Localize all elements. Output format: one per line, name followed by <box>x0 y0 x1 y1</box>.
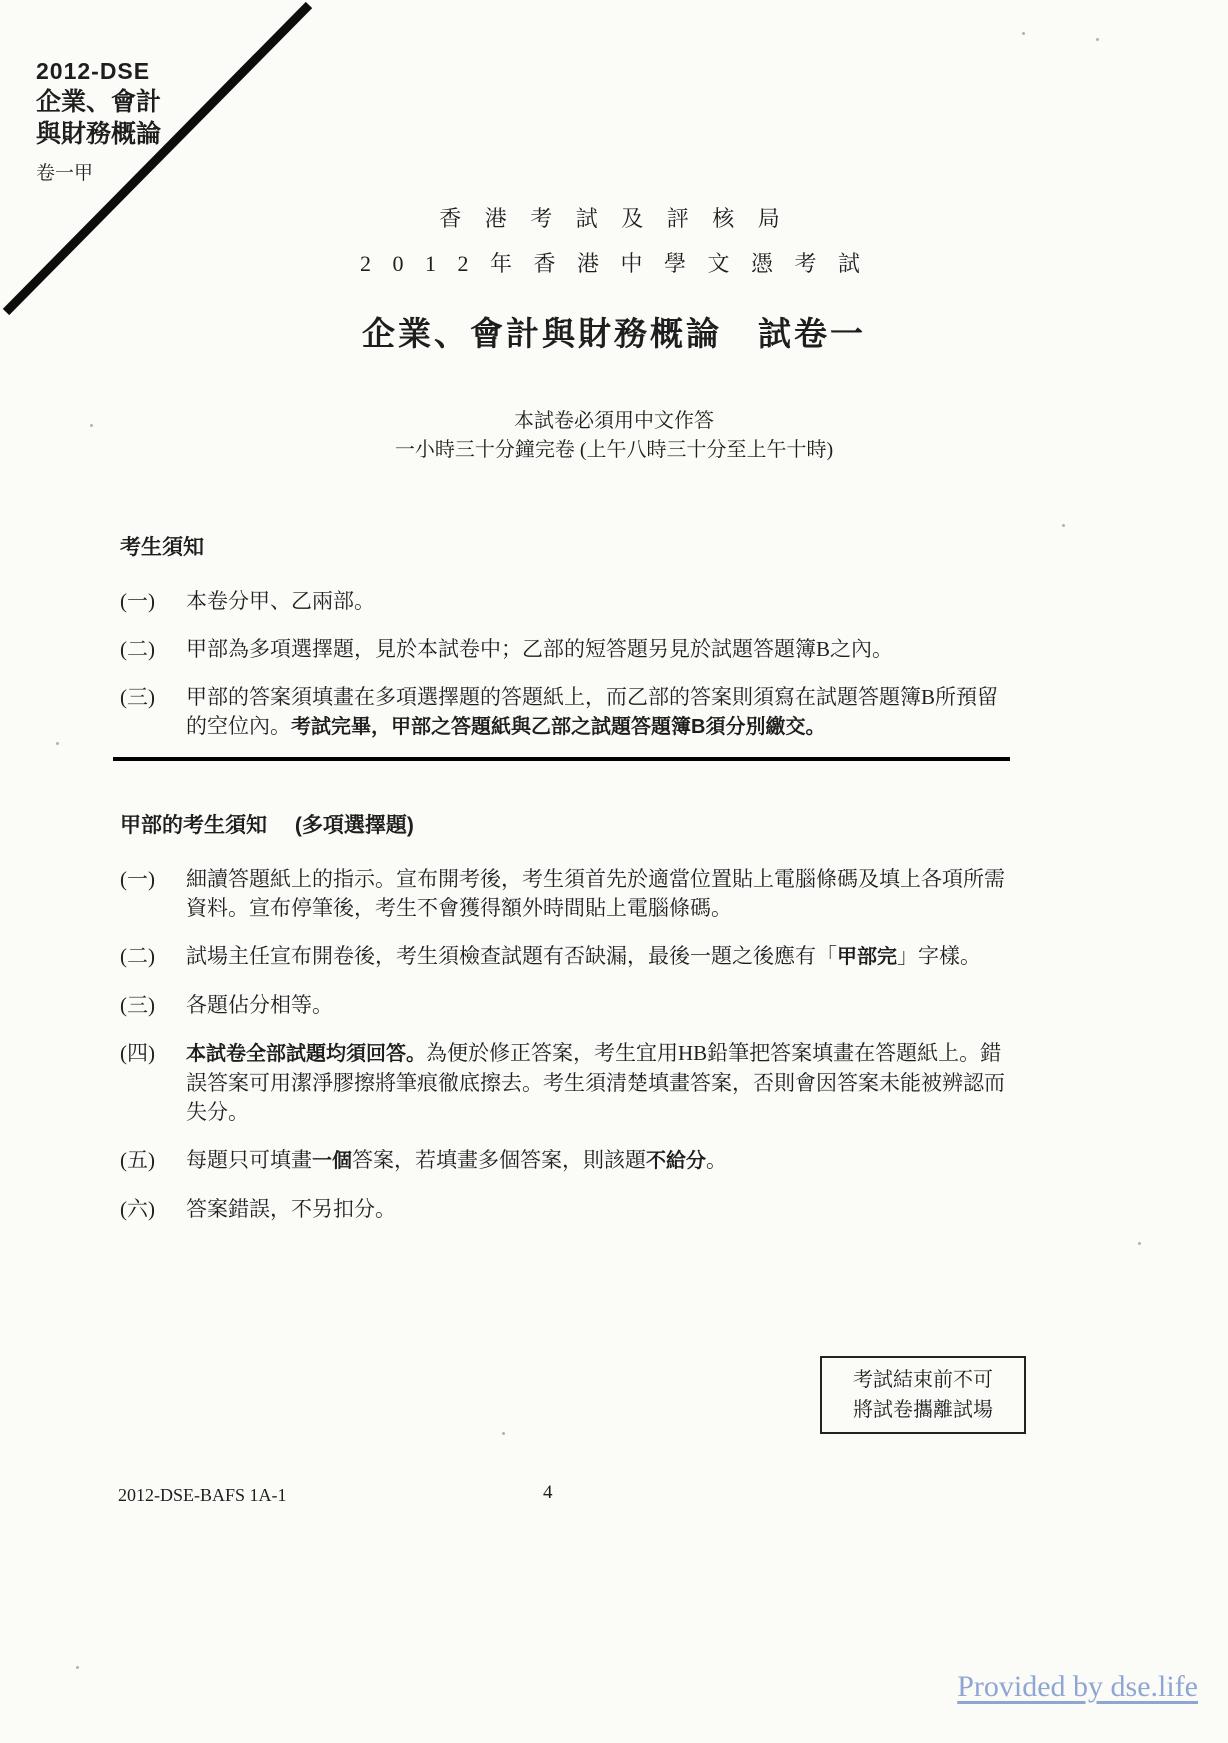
notice-text: 各題佔分相等。 <box>186 993 333 1017</box>
watermark-link[interactable]: Provided by dse.life <box>957 1670 1198 1703</box>
notice-text: 答案錯誤，不另扣分。 <box>186 1197 396 1221</box>
scan-speck <box>1062 524 1065 527</box>
notice-text: 每題只可填畫一個答案，若填畫多個答案，則該題不給分。 <box>186 1148 727 1172</box>
notice-number: (一) <box>120 867 155 891</box>
notice-number: (三) <box>120 685 155 709</box>
corner-exam-year: 2012-DSE <box>36 58 151 84</box>
section-divider <box>113 757 1010 761</box>
language-instruction: 本試卷必須用中文作答 <box>514 410 714 432</box>
scan-speck <box>90 424 93 427</box>
scan-speck <box>1138 1242 1141 1245</box>
candidates-notes-heading: 考生須知 <box>120 536 204 559</box>
corner-subject-line2: 與財務概論 <box>36 120 162 148</box>
notice-number: (三) <box>120 993 155 1017</box>
notice-number: (四) <box>120 1041 155 1065</box>
time-instruction: 一小時三十分鐘完卷 (上午八時三十分至上午十時) <box>394 439 834 461</box>
scan-speck <box>56 742 59 745</box>
notice-number: (六) <box>120 1197 155 1221</box>
candidates-notes-section <box>120 534 1013 761</box>
notice-item <box>120 1039 1013 1127</box>
exam-title-line: 2 0 1 2 年 香 港 中 學 文 憑 考 試 <box>359 251 868 276</box>
notice-text: 甲部的答案須填畫在多項選擇題的答題紙上，而乙部的答案則須寫在試題答題簿B所預留的空位內。考試完畢，甲部之答題紙與乙部之試題答題簿B須分別繳交。 <box>186 685 999 738</box>
notice-item <box>120 1146 1013 1176</box>
page-number: 4 <box>543 1482 553 1503</box>
notice-text: 甲部為多項選擇題，見於本試卷中；乙部的短答題另見於試題答題簿B之內。 <box>186 637 894 661</box>
paper-title: 企業、會計與財務概論 試卷一 <box>362 315 866 352</box>
notice-item <box>120 991 1013 1020</box>
notice-item <box>120 587 1013 616</box>
notice-text: 試場主任宣布開卷後，考生須檢查試題有否缺漏，最後一題之後應有「甲部完」字樣。 <box>186 944 981 968</box>
footer-paper-code: 2012-DSE-BAFS 1A-1 <box>118 1485 287 1505</box>
notice-item <box>120 683 1013 742</box>
corner-paper-label: 卷一甲 <box>36 163 94 184</box>
notice-number: (二) <box>120 637 155 661</box>
part-a-notes-heading <box>120 812 1013 839</box>
part-a-notes-heading-note: (多項選擇題) <box>294 814 414 837</box>
warning-box <box>820 1356 1026 1434</box>
warning-line-2: 將試卷攜離試場 <box>853 1399 993 1421</box>
scan-speck <box>502 1432 505 1435</box>
authority-name: 香 港 考 試 及 評 核 局 <box>439 206 789 231</box>
scan-speck <box>1022 32 1025 35</box>
notice-number: (五) <box>120 1148 155 1172</box>
candidates-notes-list <box>120 587 1013 742</box>
notice-text: 細讀答題紙上的指示。宣布開考後，考生須首先於適當位置貼上電腦條碼及填上各項所需資料。宣布停筆後，考生不會獲得額外時間貼上電腦條碼。 <box>186 867 1005 920</box>
part-a-notes-list <box>120 865 1013 1224</box>
notice-item <box>120 942 1013 972</box>
notice-text: 本卷分甲、乙兩部。 <box>186 589 375 613</box>
corner-subject-line1: 企業、會計 <box>36 88 162 116</box>
notice-text: 本試卷全部試題均須回答。為便於修正答案，考生宜用HB鉛筆把答案填畫在答題紙上。錯誤答案可用潔淨膠擦將筆痕徹底擦去。考生須清楚填畫答案，否則會因答案未能被辨認而失分。 <box>186 1041 1005 1124</box>
notice-item <box>120 865 1013 923</box>
corner-label <box>36 56 161 186</box>
notice-item <box>120 1195 1013 1224</box>
warning-line-1: 考試結束前不可 <box>853 1369 993 1391</box>
scan-speck <box>1096 38 1099 41</box>
notice-item <box>120 635 1013 664</box>
part-a-notes-heading-text: 甲部的考生須知 <box>120 814 267 837</box>
part-a-notes-section <box>120 812 1013 1243</box>
scan-speck <box>76 1666 79 1669</box>
notice-number: (一) <box>120 589 155 613</box>
notice-number: (二) <box>120 944 155 968</box>
